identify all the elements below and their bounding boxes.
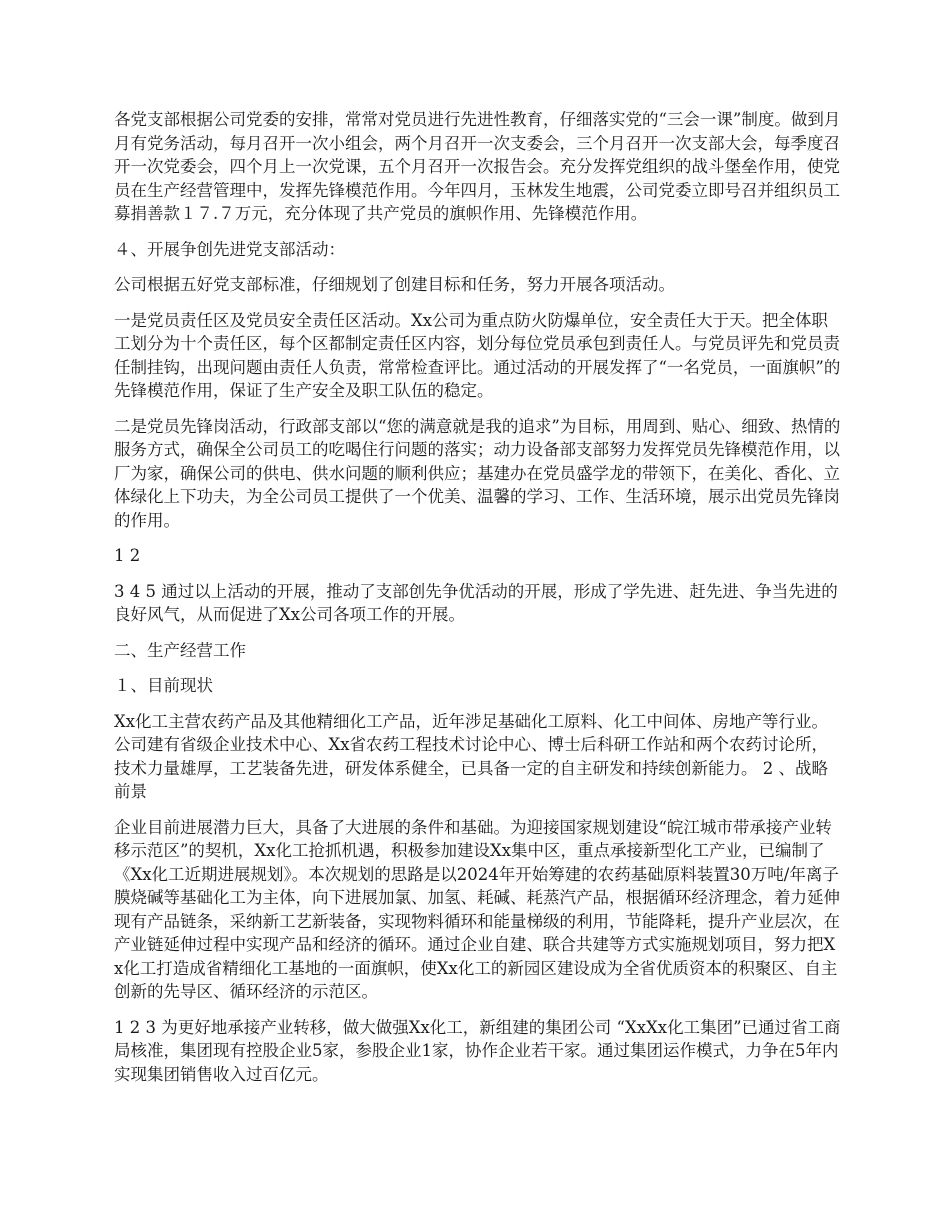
paragraph-group-company: 1 2 3 为更好地承接产业转移，做大做强Xx化工，新组建的集团公司 “XxXx化工集团”已通过省工商局核准，集团现有控股企业5家，参股企业1家，协作企业若干家。通过集团运作模式，力争在5年内实现集团销售收入过百亿元。 (114, 1017, 841, 1084)
paragraph-party-education: 各党支部根据公司党委的安排，常常对党员进行先进性教育，仔细落实党的“三会一课”制度。做到月月有党务活动，每月召开一次小组会，两个月召开一次支委会，三个月召开一次支部大会，每季度召开一次党委会，四个月上一次党课，五个月召开一次报告会。充分发挥党组织的战斗堡垒作用，使党员在生产经营管理中，发挥先锋模范作用。今年四月，玉林发生地震，公司党委立即号召并组织员工募捐善款１７.７万元，充分体现了共产党员的旗帜作用、先锋模范作用。 (114, 110, 841, 223)
paragraph-five-good-branch: 公司根据五好党支部标准，仔细规划了创建目标和任务，努力开展各项活动。 (114, 275, 675, 294)
paragraph-numbering-1-2: 1 2 (114, 546, 141, 565)
heading-production-operations: 二、生产经营工作 (114, 640, 246, 660)
paragraph-company-profile: Xx化工主营农药产品及其他精细化工产品，近年涉足基础化工原料、化工中间体、房地产等行业。公司建有省级企业技术中心、Xx省农药工程技术讨论中心、博士后科研工作站和两个农药讨论所，技术力量雄厚，工艺装备先进，研发体系健全，已具备一定的自主研发和持续创新能力。 2 、战略前景 (114, 711, 829, 801)
heading-advanced-branch-activity: ４、开展争创先进党支部活动： (114, 239, 345, 259)
paragraph-activity-results: 3 4 5 通过以上活动的开展，推动了支部创先争优活动的开展，形成了学先进、赶先进、争当先进的良好风气，从而促进了Xx公司各项工作的开展。 (114, 581, 838, 624)
paragraph-development-prospect: 企业目前进展潜力巨大，具备了大进展的条件和基础。为迎接国家规划建设“皖江城市带承接产业转移示范区”的契机，Xx化工抢抓机遇，积极参加建设Xx集中区，重点承接新型化工产业，已编制了《Xx化工近期进展规划》。本次规划的思路是以2024年开始筹建的农药基础原料装置30万吨/年离子膜烧碱等基础化工为主体，向下进展加氯、加氢、耗碱、耗蒸汽产品，根据循环经济理念，着力延伸现有产品链条，采纳新工艺新装备，实现物料循环和能量梯级的利用，节能降耗，提升产业层次，在产业链延伸过程中实现产品和经济的循环。通过企业自建、联合共建等方式实施规划项目，努力把Xx化工打造成省精细化工基地的一面旗帜，使Xx化工的新园区建设成为全省优质资本的积聚区、自主创新的先导区、循环经济的示范区。 (114, 817, 840, 1001)
paragraph-responsibility-zone: 一是党员责任区及党员安全责任区活动。Xx公司为重点防火防爆单位，安全责任大于天。把全体职工划分为十个责任区，每个区都制定责任区内容，划分每位党员承包到责任人。与党员评先和党员责任制挂钩，出现问题由责任人负责，常常检查评比。通过活动的开展发挥了“一名党员，一面旗帜”的先锋模范作用，保证了生产安全及职工队伍的稳定。 (114, 310, 841, 400)
document-page (114, 108, 842, 1098)
paragraph-pioneer-post: 二是党员先锋岗活动，行政部支部以“您的满意就是我的追求”为目标，用周到、贴心、细致、热情的服务方式，确保全公司员工的吃喝住行问题的落实；动力设备部支部努力发挥党员先锋模范作用，以厂为家，确保公司的供电、供水问题的顺利供应；基建办在党员盛学龙的带领下，在美化、香化、立体绿化上下功夫，为全公司员工提供了一个优美、温馨的学习、工作、生活环境，展示出党员先锋岗的作用。 (114, 416, 841, 530)
heading-current-status: １、目前现状 (114, 676, 213, 695)
